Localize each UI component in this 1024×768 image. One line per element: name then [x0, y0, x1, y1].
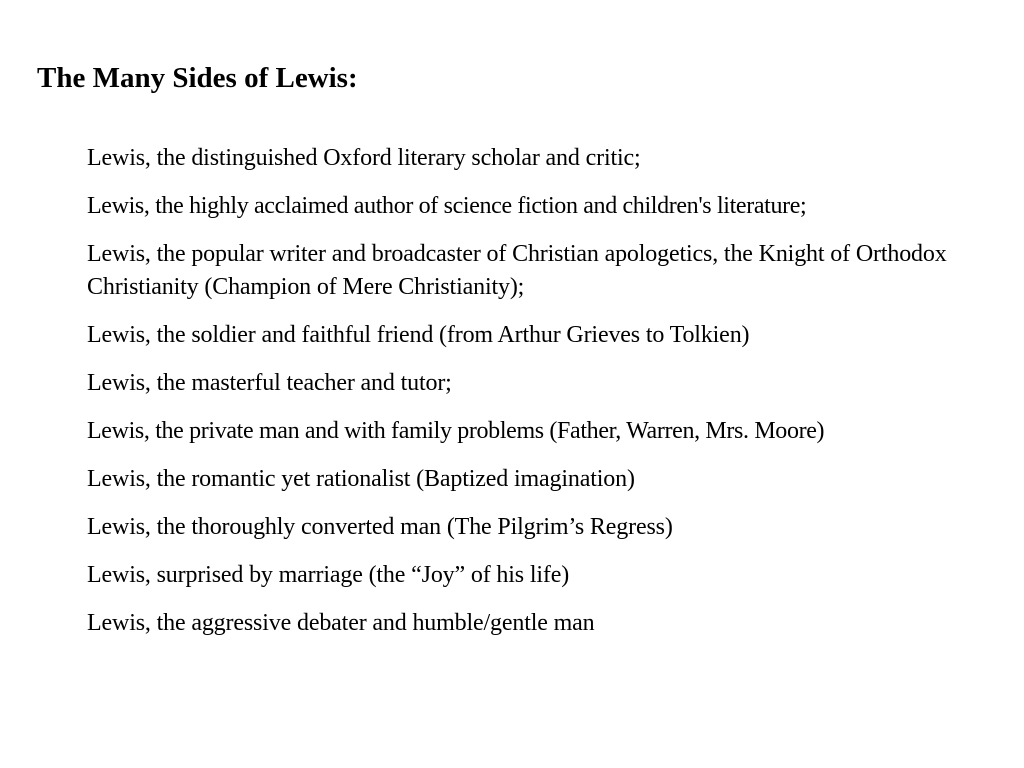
facet-item-scholar: Lewis, the distinguished Oxford literary scholar and critic;	[87, 145, 641, 171]
facet-item-author: Lewis, the highly acclaimed author of science fiction and children's literature;	[87, 193, 807, 219]
facet-list	[87, 142, 1002, 655]
facet-item-romantic: Lewis, the romantic yet rationalist (Baptized imagination)	[87, 466, 635, 492]
facet-item-marriage: Lewis, surprised by marriage (the “Joy” of his life)	[87, 562, 570, 588]
facet-item-debater: Lewis, the aggressive debater and humble/gentle man	[87, 610, 595, 636]
facet-item-apologist: Lewis, the popular writer and broadcaster of Christian apologetics, the Knight of Orthodox Christianity (Champion of Mere Christianity);	[87, 241, 947, 300]
slide-title: The Many Sides of Lewis:	[37, 62, 358, 94]
facet-item-private-man: Lewis, the private man and with family problems (Father, Warren, Mrs. Moore)	[87, 418, 825, 444]
facet-item-converted: Lewis, the thoroughly converted man (The Pilgrim’s Regress)	[87, 514, 673, 540]
facet-item-teacher: Lewis, the masterful teacher and tutor;	[87, 370, 452, 396]
facet-item-soldier-friend: Lewis, the soldier and faithful friend (from Arthur Grieves to Tolkien)	[87, 322, 750, 348]
